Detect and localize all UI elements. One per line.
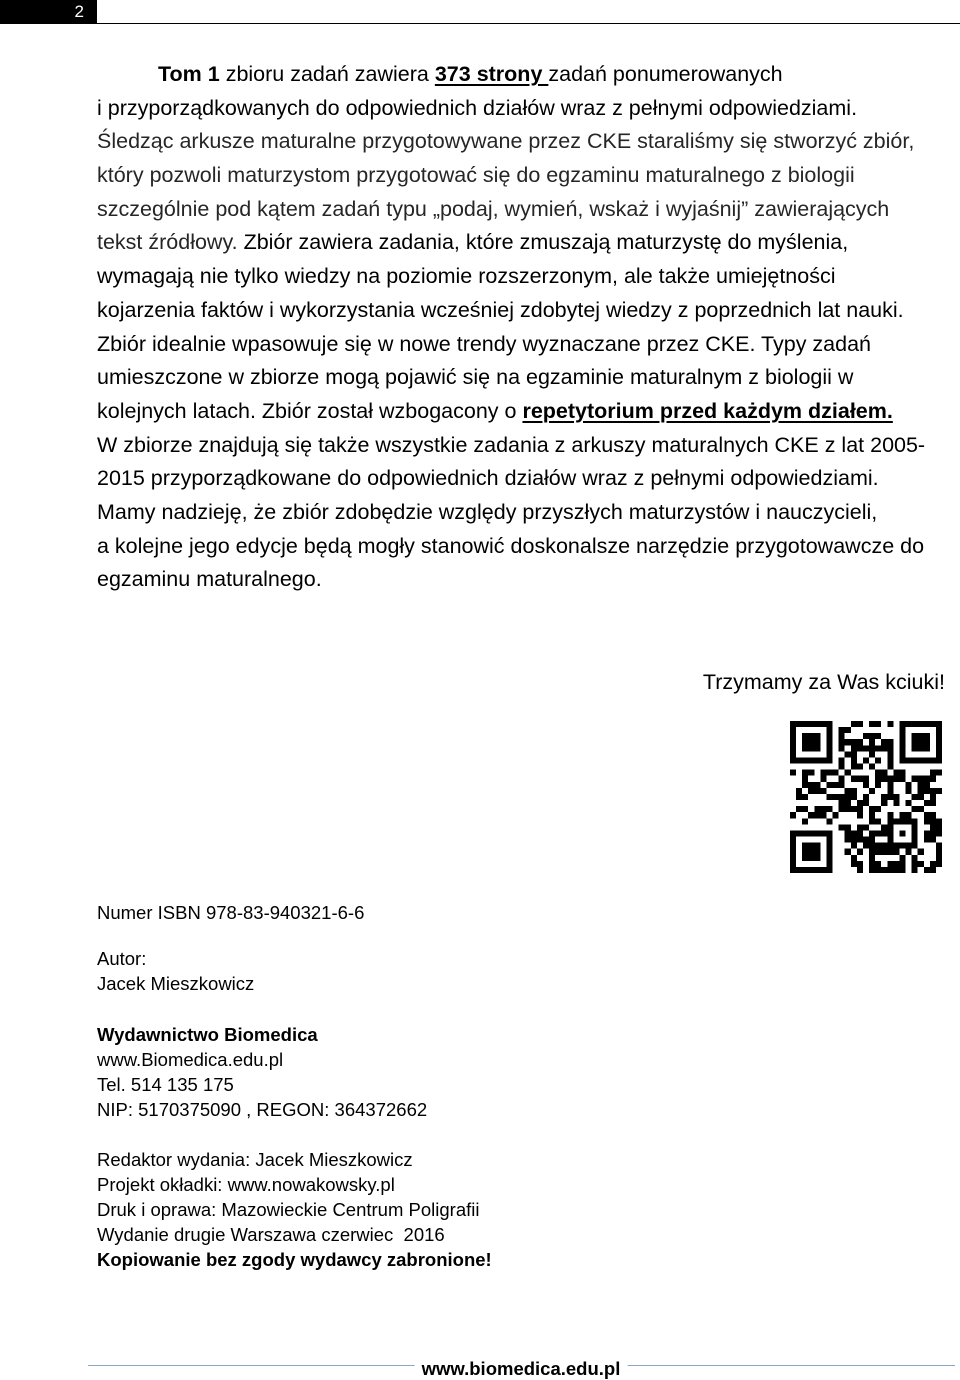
printing-credit: Druk i oprawa: Mazowieckie Centrum Poligrafii bbox=[97, 1199, 480, 1220]
intro-line bbox=[97, 159, 925, 193]
intro-line bbox=[97, 58, 925, 92]
intro-line bbox=[97, 395, 925, 429]
intro-text: i przyporządkowanych do odpowiednich działów wraz z pełnymi odpowiedziami. bbox=[97, 95, 858, 120]
author-label: Autor: bbox=[97, 948, 147, 969]
intro-text: kolejnych latach. Zbiór został wzbogacony o bbox=[97, 398, 523, 423]
author-name: Jacek Mieszkowicz bbox=[97, 973, 255, 994]
publisher-name: Wydawnictwo Biomedica bbox=[97, 1024, 318, 1045]
intro-line bbox=[97, 328, 925, 362]
intro-line bbox=[97, 361, 925, 395]
copyright-notice: Kopiowanie bez zgody wydawcy zabronione! bbox=[97, 1249, 492, 1270]
header-rule bbox=[97, 23, 960, 24]
intro-paragraph bbox=[97, 58, 925, 597]
intro-text: a kolejne jego edycje będą mogły stanowić doskonalsze narzędzie przygotowawcze do bbox=[97, 533, 925, 558]
intro-line bbox=[97, 462, 925, 496]
volume-label: Tom 1 bbox=[158, 62, 220, 86]
intro-line bbox=[97, 496, 925, 530]
intro-text: Zbiór idealnie wpasowuje się w nowe trendy wyznaczane przez CKE. Typy zadań bbox=[97, 331, 871, 356]
isbn-block bbox=[97, 900, 364, 925]
publisher-tax-ids: NIP: 5170375090 , REGON: 364372662 bbox=[97, 1099, 428, 1120]
publisher-phone: Tel. 514 135 175 bbox=[97, 1074, 234, 1095]
intro-text: szczególnie pod kątem zadań typu „podaj, wymień, wskaż i wyjaśnij” zawierających bbox=[97, 196, 890, 221]
intro-text: tekst źródłowy. bbox=[97, 230, 238, 255]
intro-line bbox=[97, 260, 925, 294]
intro-line bbox=[97, 92, 925, 126]
intro-line bbox=[97, 193, 925, 227]
cover-design-credit: Projekt okładki: www.nowakowsky.pl bbox=[97, 1174, 395, 1195]
intro-line bbox=[97, 294, 925, 328]
intro-line bbox=[97, 429, 925, 463]
isbn-number: Numer ISBN 978-83-940321-6-6 bbox=[97, 902, 365, 923]
intro-text: zadań ponumerowanych bbox=[548, 62, 783, 86]
intro-line bbox=[97, 125, 925, 159]
intro-text: wymagają nie tylko wiedzy na poziomie rozszerzonym, ale także umiejętności bbox=[97, 264, 836, 289]
author-block bbox=[97, 946, 254, 996]
intro-text: kojarzenia faktów i wykorzystania wcześniej zdobytej wiedzy z poprzednich lat nauki. bbox=[97, 297, 904, 322]
intro-text: który pozwoli maturzystom przygotować się do egzaminu maturalnego z biologii bbox=[97, 163, 855, 188]
edition-info: Wydanie drugie Warszawa czerwiec 2016 bbox=[97, 1224, 445, 1245]
closing-wish: Trzymamy za Was kciuki! bbox=[702, 670, 945, 694]
intro-text: zbioru zadań zawiera bbox=[219, 62, 435, 86]
intro-text: Śledząc arkusze maturalne przygotowywane przez CKE staraliśmy się stworzyć zbiór, bbox=[97, 129, 915, 154]
intro-text: Mamy nadzieję, że zbiór zdobędzie względy przyszłych maturzystów i nauczycieli, bbox=[97, 499, 878, 524]
editor-credit: Redaktor wydania: Jacek Mieszkowicz bbox=[97, 1149, 413, 1170]
repetitorium-highlight: repetytorium przed każdym działem. bbox=[522, 398, 893, 423]
intro-text: umieszczone w zbiorze mogą pojawić się na egzaminie maturalnym z biologii w bbox=[97, 365, 854, 390]
footer-url: www.biomedica.edu.pl bbox=[415, 1359, 628, 1379]
intro-line bbox=[97, 530, 925, 564]
page-number-badge bbox=[0, 0, 97, 24]
page-count: 373 strony bbox=[434, 62, 549, 86]
page-number: 2 bbox=[74, 2, 84, 21]
publisher-block bbox=[97, 1022, 427, 1122]
intro-text: 2015 przyporządkowane do odpowiednich działów wraz z pełnymi odpowiedziami. bbox=[97, 466, 879, 491]
publisher-url: www.Biomedica.edu.pl bbox=[97, 1049, 284, 1070]
credits-block bbox=[97, 1147, 492, 1272]
qr-code-icon bbox=[790, 721, 942, 873]
intro-line bbox=[97, 563, 925, 597]
intro-text: egzaminu maturalnego. bbox=[97, 567, 322, 592]
intro-line bbox=[97, 226, 925, 260]
intro-text: Zbiór zawiera zadania, które zmuszają maturzystę do myślenia, bbox=[237, 230, 849, 255]
intro-text: W zbiorze znajdują się także wszystkie zadania z arkuszy maturalnych CKE z lat 2005- bbox=[97, 432, 926, 457]
